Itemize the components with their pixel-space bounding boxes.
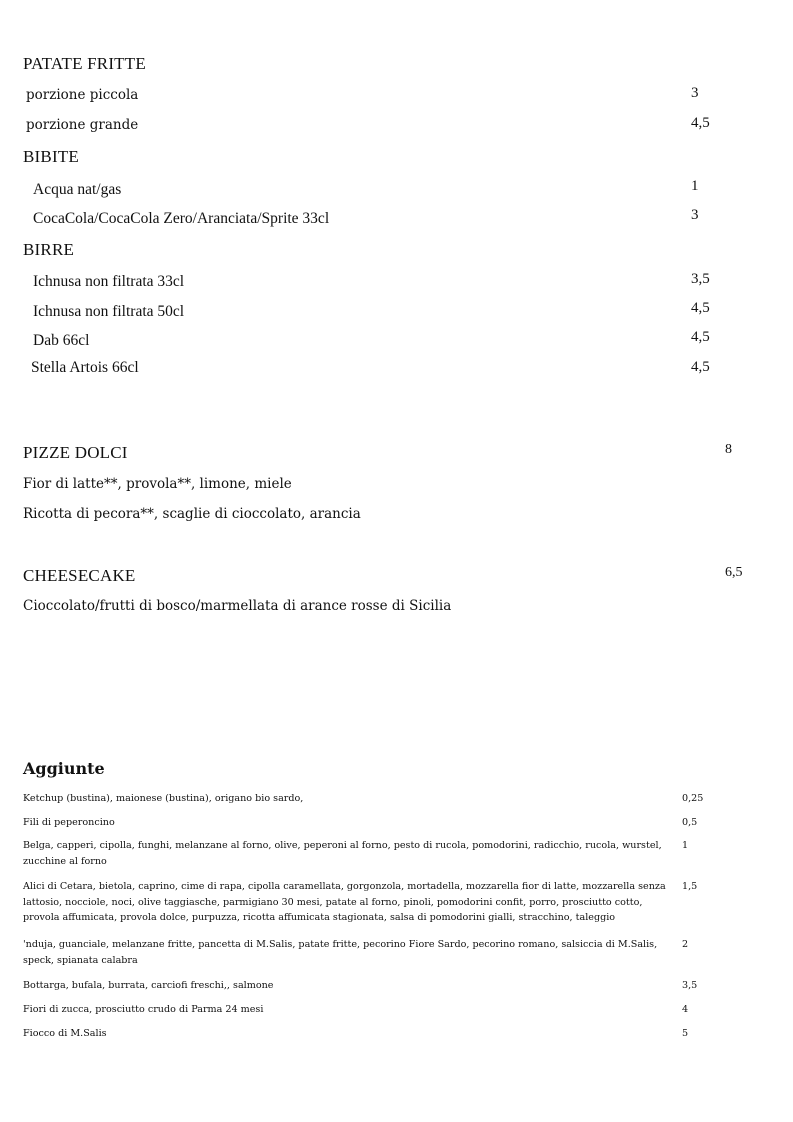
- menu-item-description: Cioccolato/frutti di bosco/marmellata di arance rosse di Sicilia: [23, 598, 452, 614]
- addon-text: Belga, capperi, cipolla, funghi, melanzane al forno, olive, peperoni al forno, pesto di rucola, pomodorini, radicchio, rucola, wurstel, zucchine al forno: [23, 840, 662, 867]
- addon-price: 1,5: [682, 881, 698, 892]
- menu-item-price: 3: [691, 207, 699, 223]
- menu-item-name: Ichnusa non filtrata 33cl: [33, 273, 185, 290]
- menu-item-name: Acqua nat/gas: [33, 181, 122, 198]
- addon-price: 0,5: [682, 817, 698, 828]
- menu-item-name: porzione grande: [26, 117, 139, 133]
- addon-price: 5: [682, 1028, 689, 1039]
- addon-price: 2: [682, 939, 689, 950]
- addon-text: Ketchup (bustina), maionese (bustina), origano bio sardo,: [23, 793, 304, 804]
- addon-price: 1: [682, 840, 689, 851]
- menu-item-price: 4,5: [691, 115, 710, 131]
- addon-text: Fiocco di M.Salis: [23, 1028, 107, 1039]
- menu-item-name: Fior di latte**, provola**, limone, miele: [23, 476, 292, 492]
- menu-item-price: 1: [691, 178, 699, 194]
- menu-item-name: CocaCola/CocaCola Zero/Aranciata/Sprite 33cl: [33, 210, 330, 227]
- section-title-cheesecake: CHEESECAKE: [23, 566, 136, 585]
- addon-text: Bottarga, bufala, burrata, carciofi freschi,, salmone: [23, 980, 274, 991]
- section-price: 8: [725, 442, 732, 457]
- menu-item-price: 3: [691, 85, 699, 101]
- section-title-bibite: BIBITE: [23, 147, 79, 166]
- section-title-pizze-dolci: PIZZE DOLCI: [23, 443, 128, 462]
- menu-item-name: porzione piccola: [26, 87, 139, 103]
- addon-text: 'nduja, guanciale, melanzane fritte, pancetta di M.Salis, patate fritte, pecorino Fiore Sardo, pecorino romano, salsiccia di M.Salis, speck, spianata calabra: [23, 939, 658, 966]
- section-title-patate-fritte: PATATE FRITTE: [23, 54, 146, 73]
- section-title-birre: BIRRE: [23, 240, 75, 259]
- menu-item-name: Stella Artois 66cl: [31, 359, 139, 376]
- menu-item-price: 3,5: [691, 271, 710, 287]
- addon-price: 0,25: [682, 793, 704, 804]
- section-title-aggiunte: Aggiunte: [23, 759, 105, 778]
- menu-item-price: 4,5: [691, 300, 710, 316]
- menu-item-name: Dab 66cl: [33, 332, 90, 349]
- addon-price: 3,5: [682, 980, 698, 991]
- addon-text: Alici di Cetara, bietola, caprino, cime di rapa, cipolla caramellata, gorgonzola, mortadella, mozzarella fior di latte, mozzarella senza lattosio, nocciole, noci, olive taggiasche, parmigiano 30 mesi, patate al forno, pinoli, pomodorini confit, porro, prosciutto cotto, provola affumicata, provola dolce, purpuzza, ricotta affumicata stagionata, salsa di pomodorini gialli, stracchino, taleggio: [23, 881, 666, 923]
- menu-item-price: 4,5: [691, 329, 710, 345]
- menu-item-name: Ricotta di pecora**, scaglie di cioccolato, arancia: [23, 506, 361, 522]
- menu-item-price: 4,5: [691, 359, 710, 375]
- addon-text: Fili di peperoncino: [23, 817, 115, 828]
- addon-price: 4: [682, 1004, 689, 1015]
- menu-item-name: Ichnusa non filtrata 50cl: [33, 303, 185, 320]
- addon-text: Fiori di zucca, prosciutto crudo di Parma 24 mesi: [23, 1004, 264, 1015]
- section-price: 6,5: [725, 565, 743, 580]
